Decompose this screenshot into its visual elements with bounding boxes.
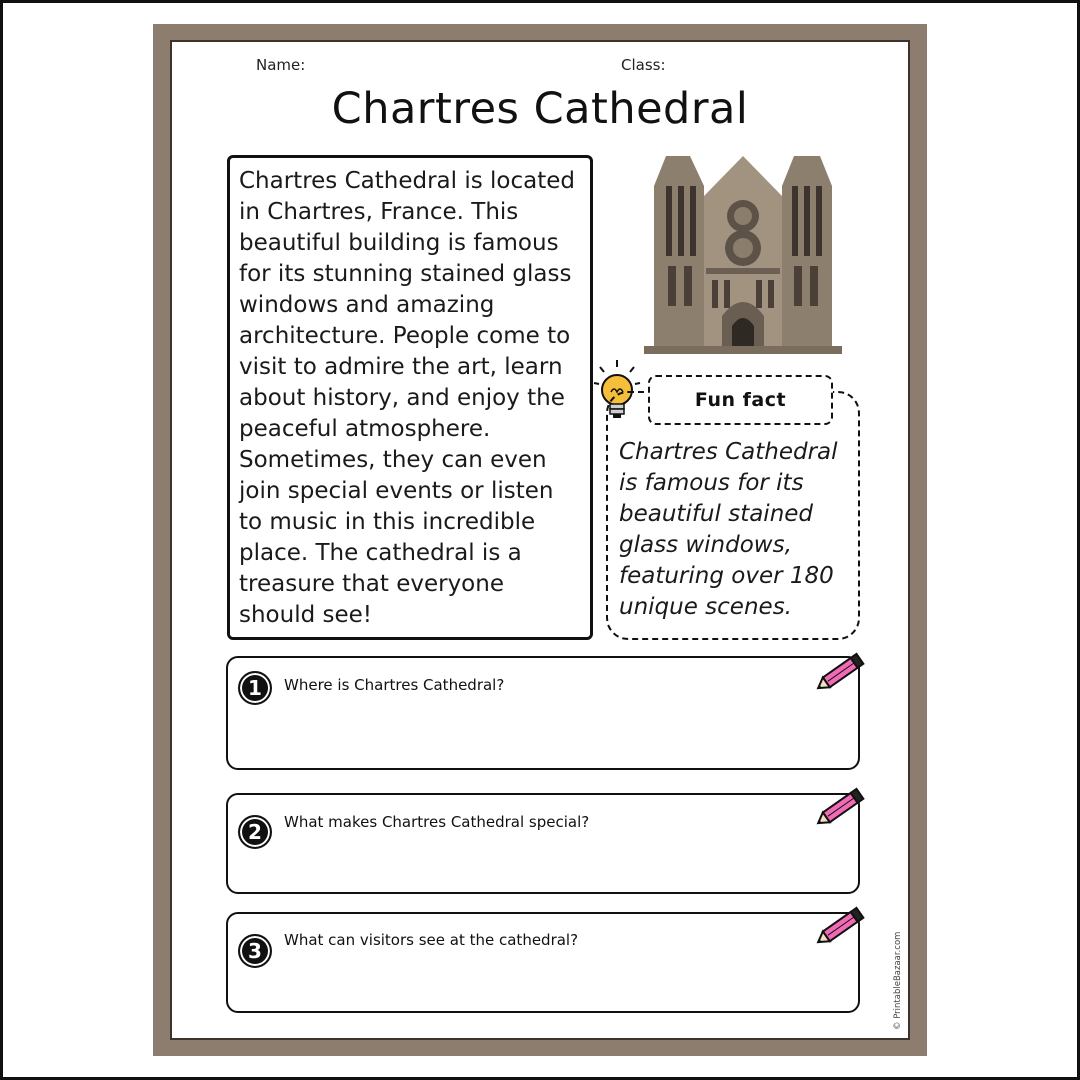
fun-fact-text: Chartres Cathedral is famous for its beautiful stained glass windows, featuring over 180 unique scenes.	[619, 439, 838, 620]
reading-passage-box	[227, 155, 593, 640]
pencil-icon	[812, 785, 868, 833]
question-number-badge: 1	[238, 671, 272, 705]
question-answer-box-3[interactable]	[226, 912, 860, 1013]
fun-fact-heading: Fun fact	[648, 375, 833, 425]
pencil-icon	[812, 904, 868, 952]
name-label: Name:	[256, 56, 306, 74]
cathedral-illustration	[644, 156, 842, 354]
fun-fact-box	[606, 391, 860, 640]
question-number-badge: 2	[238, 815, 272, 849]
question-number-badge: 3	[238, 934, 272, 968]
pencil-icon	[812, 650, 868, 698]
question-text: What can visitors see at the cathedral?	[284, 931, 579, 949]
class-label: Class:	[621, 56, 666, 74]
copyright-credit: © PrintableBazaar.com	[893, 931, 903, 1030]
question-answer-box-1[interactable]	[226, 656, 860, 770]
question-answer-box-2[interactable]	[226, 793, 860, 894]
page-title: Chartres Cathedral	[331, 84, 749, 134]
question-text: Where is Chartres Cathedral?	[284, 676, 505, 694]
reading-passage-text: Chartres Cathedral is located in Chartres, France. This beautiful building is famous for its stunning stained glass windows and amazing architecture. People come to visit to admire the art, learn about history, and enjoy the peaceful atmosphere. Sometimes, they can even join special events or listen to music in this incredible place. The cathedral is a treasure that everyone should see!	[239, 168, 576, 628]
question-text: What makes Chartres Cathedral special?	[284, 813, 590, 831]
